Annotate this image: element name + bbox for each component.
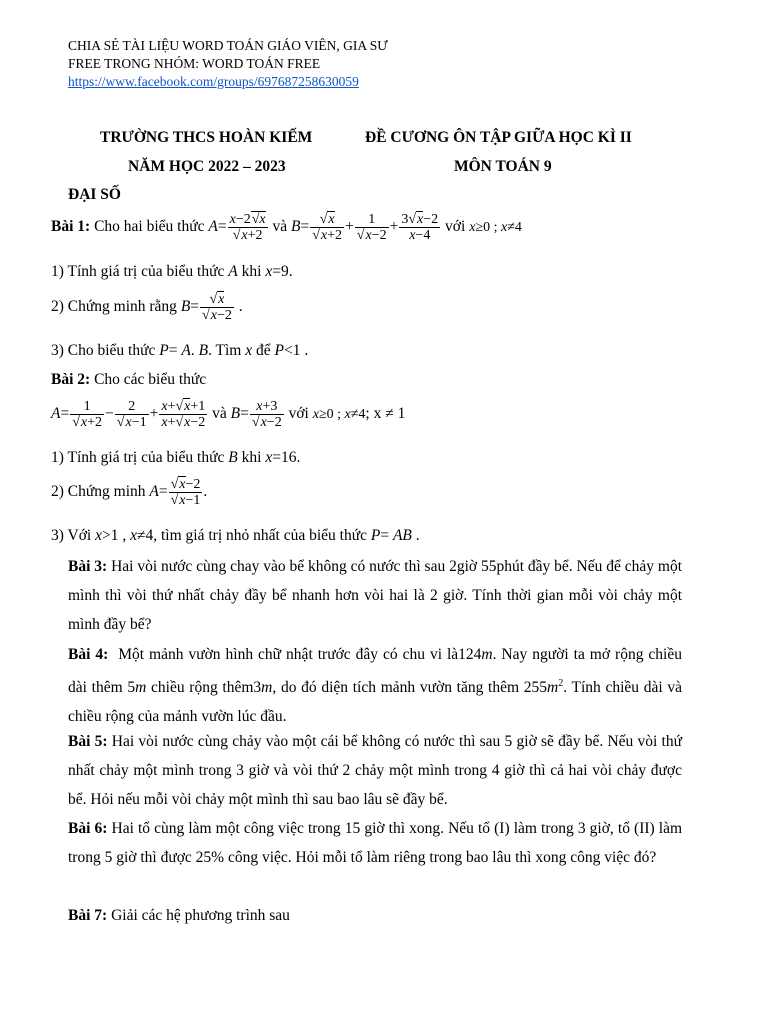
bai4-label: Bài 4:	[68, 646, 109, 663]
header-block	[68, 37, 388, 91]
bai7-paragraph: Bài 7: Giải các hệ phương trình sau	[68, 907, 290, 924]
bai4-paragraph: Bài 4: Một mảnh vườn hình chữ nhật trước đây có chu vi là124m. Nay người ta mở rộng chiều dài thêm 5m chiều rộng thêm3m, do đó diện tích mảnh vườn tăng thêm $255m^2$. Tính chiều dài và chiều rộng của mảnh vườn lúc đầu.	[68, 646, 683, 726]
section-heading: ĐẠI SỐ	[68, 186, 121, 203]
bai2-question-3: 3) Với x>1 , x≠4, tìm giá trị nhỏ nhất của biểu thức P= AB .	[51, 527, 420, 544]
bai1-label: Bài 1:	[51, 218, 91, 236]
bai1-question-2: 2) Chứng minh rằng B= $\frac{√x}{√x-2}$ .	[51, 292, 243, 323]
bai3-label: Bài 3:	[68, 558, 108, 575]
bai2-question-2: 2) Chứng minh A= $\frac{√x-2}{√x-1}$ .	[51, 477, 208, 508]
bai1-question-1: 1) Tính giá trị của biểu thức A khi x=9.	[51, 263, 293, 280]
header-line-1: CHIA SẺ TÀI LIỆU WORD TOÁN GIÁO VIÊN, GIA SƯ	[68, 38, 388, 53]
bai5-paragraph: Bài 5: Hai vòi nước cùng chảy vào một cái bể không có nước thì sau 5 giờ sẽ đầy bể. Nếu vòi thứ nhất chảy một mình trong 3 giờ và vòi thứ 2 chảy một mình trong 4 giờ thì cả hai vòi chảy được bể. Hỏi nếu mỗi vòi chảy một mình thì sau bao lâu sẽ đầy bể.	[68, 733, 682, 808]
bai7-label: Bài 7:	[68, 907, 108, 924]
bai2-statement: Bài 2: Cho các biểu thức	[51, 371, 207, 388]
bai6-paragraph: Bài 6: Hai tổ cùng làm một công việc trong 15 giờ thì xong. Nếu tổ (I) làm trong 3 giờ, tổ (II) làm trong 5 giờ thì được 25% công việc. Hỏi mỗi tổ làm riêng trong bao lâu thì xong công việc đó?	[68, 820, 683, 866]
bai5-label: Bài 5:	[68, 733, 108, 750]
bai2-question-1: 1) Tính giá trị của biểu thức B khi x=16.	[51, 449, 301, 466]
bai1-question-3: 3) Cho biểu thức P= A. B. Tìm x để P<1 .	[51, 342, 309, 359]
facebook-group-link[interactable]: https://www.facebook.com/groups/697687258630059	[68, 74, 359, 89]
school-name: TRƯỜNG THCS HOÀN KIẾM	[100, 129, 313, 146]
bai1-statement: Bài 1: Cho hai biểu thức A= $\frac{x-2√x}{√x+2}$ và B= $\frac{√x}{√x+2}$ + $\frac{1}{√x-2}$ + $\frac{3√x-2}{x-4}$ với x≥0 ; x≠4	[51, 212, 522, 243]
document-title: ĐỀ CƯƠNG ÔN TẬP GIỮA HỌC KÌ II	[365, 129, 632, 146]
school-year: NĂM HỌC 2022 – 2023	[128, 158, 286, 175]
bai3-paragraph: Bài 3: Hai vòi nước cùng chay vào bể không có nước thì sau 2giờ 55phút đầy bể. Nếu để chảy một mình thì vòi thứ nhất chảy đầy bể nhanh hơn vòi hai là 2 giờ. Tính thời gian mỗi vòi chảy một mình đầy bể?	[68, 558, 682, 633]
bai2-expressions: A= $\frac{1}{√x+2}$ − $\frac{2}{√x-1}$ + $\frac{x+√x+1}{x+√x-2}$ và B= $\frac{x+3}{√x-2}$ với x≥0 ; x≠4; x ≠ 1	[51, 399, 406, 430]
subject-title: MÔN TOÁN 9	[454, 158, 552, 175]
bai6-label: Bài 6:	[68, 820, 108, 837]
bai2-label: Bài 2:	[51, 371, 91, 388]
header-line-2: FREE TRONG NHÓM: WORD TOÁN FREE	[68, 56, 321, 71]
